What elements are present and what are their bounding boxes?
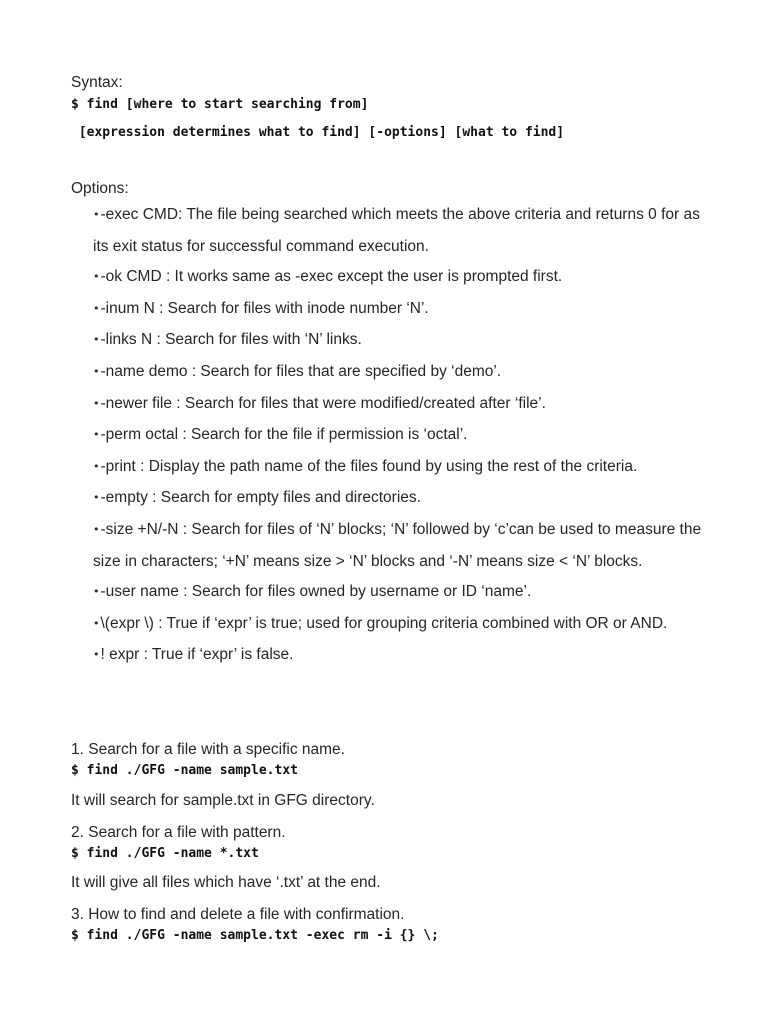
option-item-ok bbox=[93, 262, 703, 294]
example-3-command: $ find ./GFG -name sample.txt -exec rm -i {} \; bbox=[71, 928, 439, 943]
option-item-size bbox=[93, 515, 703, 577]
example-1-command: $ find ./GFG -name sample.txt bbox=[71, 763, 298, 778]
example-3-title: 3. How to find and delete a file with confirmation. bbox=[71, 906, 405, 923]
option-text: -perm octal : Search for the file if permission is ‘octal’. bbox=[100, 426, 468, 444]
option-item-user bbox=[93, 577, 703, 609]
option-item-inum bbox=[93, 294, 703, 326]
option-text: -name demo : Search for files that are specified by ‘demo’. bbox=[100, 362, 502, 380]
example-2-note: It will give all files which have ‘.txt’ at the end. bbox=[71, 874, 381, 891]
option-text: -empty : Search for empty files and directories. bbox=[100, 489, 421, 507]
syntax-heading: Syntax: bbox=[71, 74, 123, 91]
option-text: -size +N/-N : Search for files of ‘N’ blocks; ‘N’ followed by ‘c’can be used to measure the size in characters; ‘+N’ means size > ‘N’ blocks and ‘-N’ means size < ‘N’ blocks. bbox=[93, 520, 702, 570]
option-item-empty bbox=[93, 483, 703, 515]
bullet-icon: • bbox=[93, 522, 100, 536]
bullet-icon: • bbox=[93, 301, 100, 315]
option-text: \(expr \) : True if ‘expr’ is true; used for grouping criteria combined with OR or AND. bbox=[100, 614, 668, 632]
option-item-grouping bbox=[93, 609, 703, 641]
bullet-icon: • bbox=[93, 364, 100, 378]
option-item-perm bbox=[93, 420, 703, 452]
bullet-icon: • bbox=[93, 396, 100, 410]
bullet-icon: • bbox=[93, 333, 100, 347]
bullet-icon: • bbox=[93, 616, 100, 630]
syntax-command-line-2: [expression determines what to find] [-options] [what to find] bbox=[71, 125, 565, 140]
options-heading: Options: bbox=[71, 180, 129, 197]
example-1-note: It will search for sample.txt in GFG directory. bbox=[71, 792, 375, 809]
bullet-icon: • bbox=[93, 648, 100, 662]
bullet-icon: • bbox=[93, 208, 100, 221]
option-item-not bbox=[93, 640, 703, 672]
option-text: -inum N : Search for files with inode number ‘N’. bbox=[100, 299, 429, 317]
option-text: -print : Display the path name of the files found by using the rest of the criteria. bbox=[100, 457, 638, 475]
option-item-name bbox=[93, 357, 703, 389]
bullet-icon: • bbox=[93, 428, 100, 442]
option-text: -exec CMD: The file being searched which meets the above criteria and returns 0 for as its exit status for successful command execution. bbox=[93, 206, 700, 255]
option-item-exec bbox=[93, 200, 703, 262]
option-text: -ok CMD : It works same as -exec except the user is prompted first. bbox=[100, 268, 563, 286]
option-item-newer bbox=[93, 389, 703, 421]
option-text: ! expr : True if ‘expr’ is false. bbox=[100, 646, 294, 664]
option-text: -user name : Search for files owned by username or ID ‘name’. bbox=[100, 583, 532, 601]
bullet-icon: • bbox=[93, 270, 100, 284]
example-1-title: 1. Search for a file with a specific name. bbox=[71, 741, 345, 758]
example-2-command: $ find ./GFG -name *.txt bbox=[71, 846, 259, 861]
example-2-title: 2. Search for a file with pattern. bbox=[71, 824, 286, 841]
syntax-command-line-1: $ find [where to start searching from] bbox=[71, 97, 369, 112]
option-text: -links N : Search for files with ‘N’ links. bbox=[100, 331, 362, 349]
option-text: -newer file : Search for files that were modified/created after ‘file’. bbox=[100, 394, 546, 412]
option-item-print bbox=[93, 452, 703, 484]
bullet-icon: • bbox=[93, 585, 100, 599]
bullet-icon: • bbox=[93, 491, 100, 505]
bullet-icon: • bbox=[93, 459, 100, 473]
options-list bbox=[93, 200, 703, 672]
option-item-links bbox=[93, 325, 703, 357]
